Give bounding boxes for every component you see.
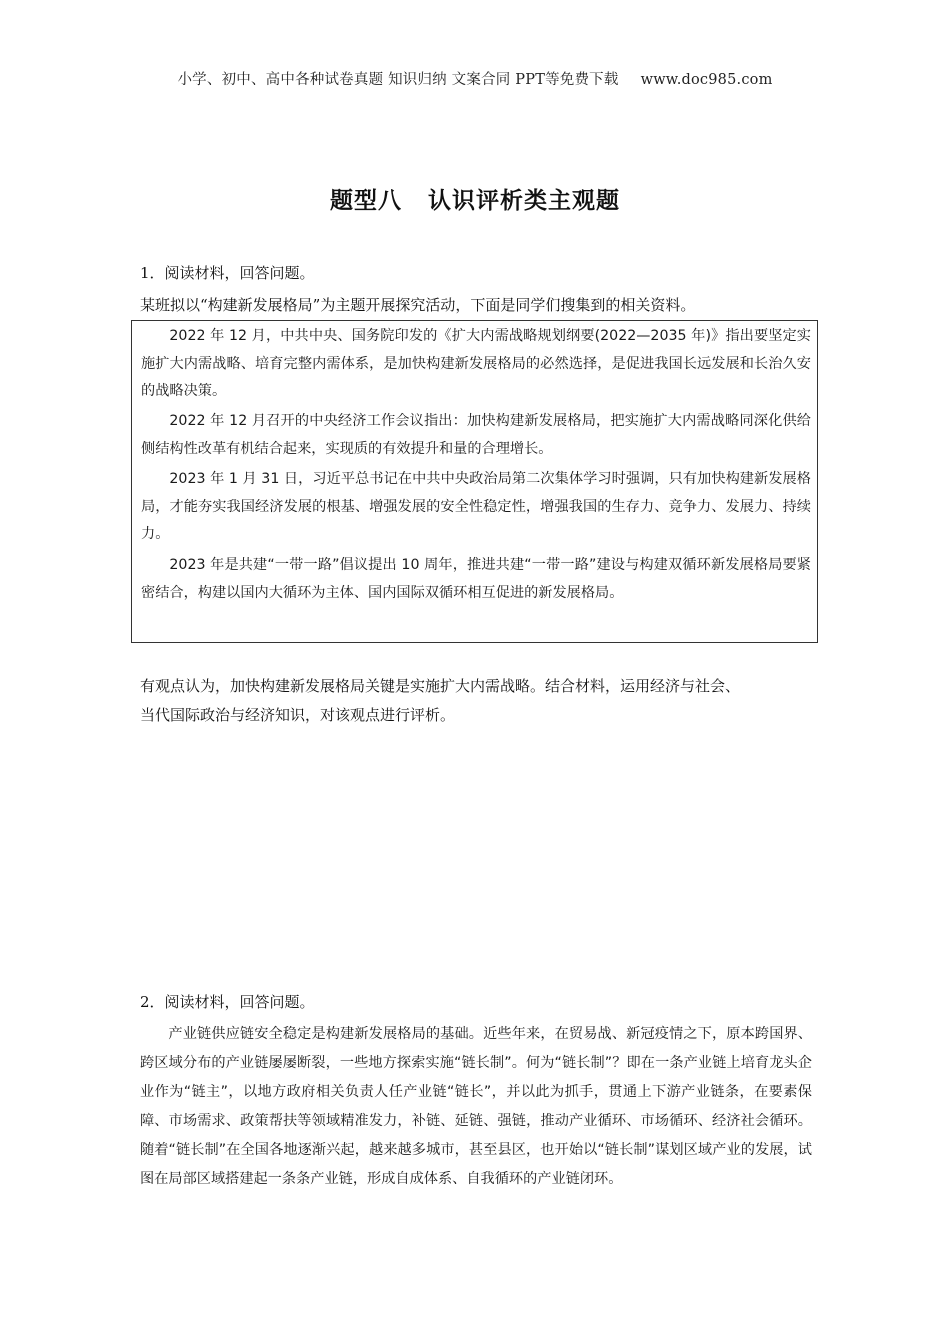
q1-prompt-line-1: 有观点认为，加快构建新发展格局关键是实施扩大内需战略。结合材料，运用经济与社会、: [140, 677, 741, 695]
q1-intro: 某班拟以“构建新发展格局”为主题开展探究活动，下面是同学们搜集到的相关资料。: [140, 296, 696, 314]
q1-material-4: 2023 年是共建“一带一路”倡议提出 10 周年，推进共建“一带一路”建设与构建双循环新发展格局要紧密结合，构建以国内大循环为主体、国内国际双循环相互促进的新发展格局。: [141, 557, 811, 601]
title-part-1: 题型八: [330, 188, 402, 214]
q2-number: 2．阅读材料，回答问题。: [140, 993, 315, 1011]
page-title: [0, 182, 950, 215]
q1-prompt-line-2: 当代国际政治与经济知识，对该观点进行评析。: [140, 706, 456, 724]
header-site-url[interactable]: www.doc985.com: [640, 72, 773, 88]
q1-materials-box: [131, 320, 818, 643]
q1-material-1: 2022 年 12 月，中共中央、国务院印发的《扩大内需战略规划纲要(2022—2035 年)》指出要坚定实施扩大内需战略、培育完整内需体系，是加快构建新发展格局的必然选择，是促进我国长远发展和长治久安的战略决策。: [141, 328, 811, 399]
q2-paragraph: 产业链供应链安全稳定是构建新发展格局的基础。近些年来，在贸易战、新冠疫情之下，原本跨国界、跨区域分布的产业链屡屡断裂，一些地方探索实施“链长制”。何为“链长制”？即在一条产业链上培育龙头企业作为“链主”，以地方政府相关负责人任产业链“链长”，并以此为抓手，贯通上下游产业链条，在要素保障、市场需求、政策帮扶等领域精准发力，补链、延链、强链，推动产业循环、市场循环、经济社会循环。随着“链长制”在全国各地逐渐兴起，越来越多城市，甚至县区，也开始以“链长制”谋划区域产业的发展，试图在局部区域搭建起一条条产业链，形成自成体系、自我循环的产业链闭环。: [140, 1026, 812, 1187]
q1-material-2: 2022 年 12 月召开的中央经济工作会议指出：加快构建新发展格局，把实施扩大内需战略同深化供给侧结构性改革有机结合起来，实现质的有效提升和量的合理增长。: [141, 413, 811, 457]
header-text: 小学、初中、高中各种试卷真题 知识归纳 文案合同 PPT等免费下载: [177, 72, 619, 88]
q1-number: 1．阅读材料，回答问题。: [140, 264, 315, 282]
page-header: [0, 68, 950, 89]
q1-material-3: 2023 年 1 月 31 日，习近平总书记在中共中央政治局第二次集体学习时强调，只有加快构建新发展格局，才能夯实我国经济发展的根基、增强发展的安全性稳定性，增强我国的生存力、竞争力、发展力、持续力。: [141, 471, 811, 542]
title-part-2: 认识评析类主观题: [428, 188, 620, 214]
